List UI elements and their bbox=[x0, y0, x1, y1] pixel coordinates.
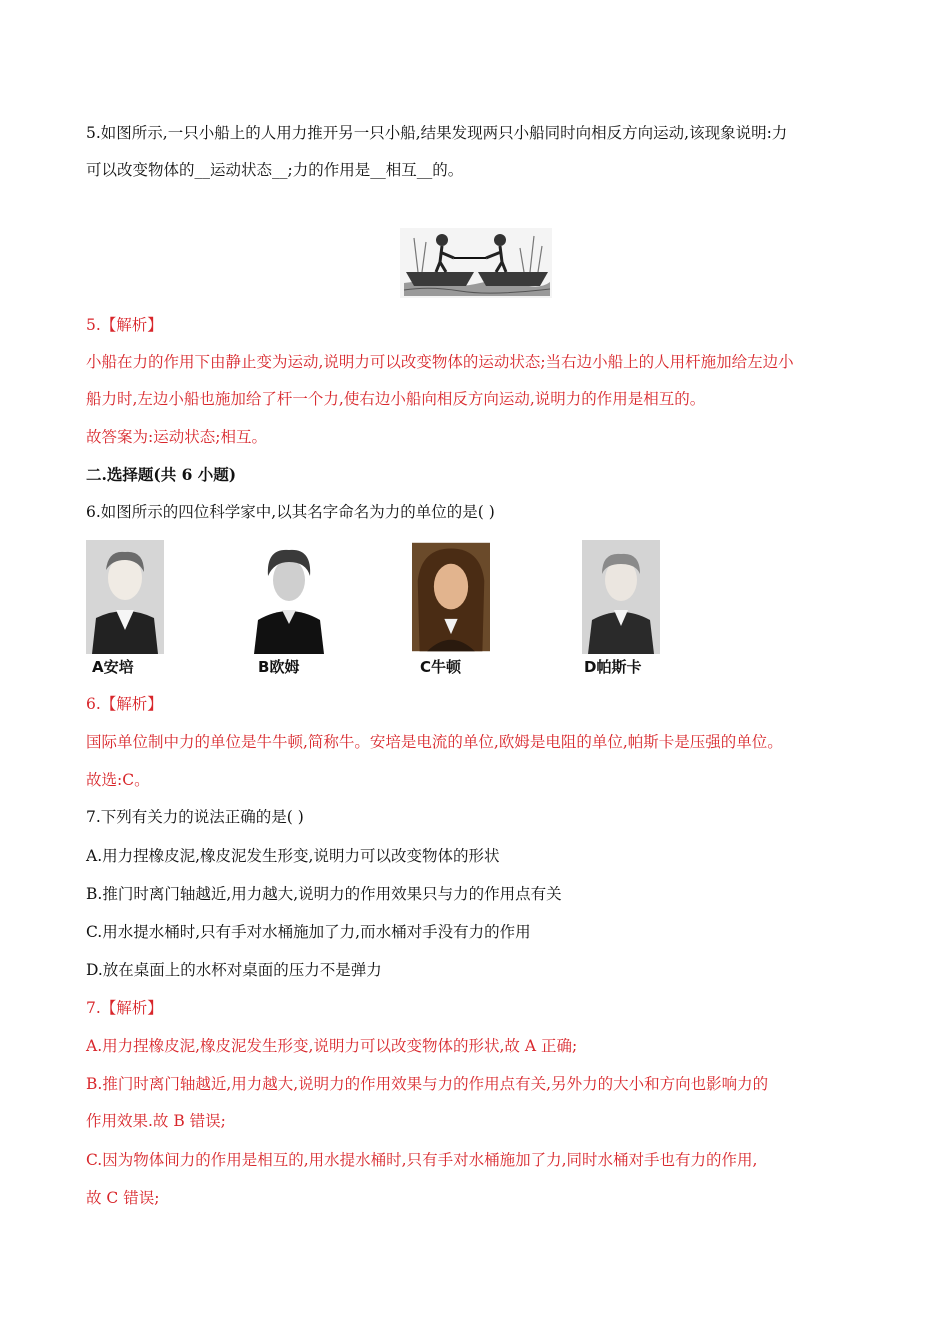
q7-analysis-a: A.用力捏橡皮泥,橡皮泥发生形变,说明力可以改变物体的形状,故 A 正确; bbox=[86, 1037, 578, 1055]
option-d-caption bbox=[584, 656, 641, 678]
q7-option-d: D.放在桌面上的水杯对桌面的压力不是弹力 bbox=[86, 961, 382, 979]
q5-question-line-2: 可以改变物体的__运动状态__;力的作用是__相互__的。 bbox=[86, 161, 464, 179]
q5-analysis-line-1: 小船在力的作用下由静止变为运动,说明力可以改变物体的运动状态;当右边小船上的人用杆施加给左边小 bbox=[86, 353, 794, 371]
q7-option-c: C.用水提水桶时,只有手对水桶施加了力,而水桶对手没有力的作用 bbox=[86, 923, 531, 941]
pascal-portrait bbox=[582, 540, 660, 654]
ampere-portrait bbox=[86, 540, 164, 654]
q7-analysis-c-line-2: 故 C 错误; bbox=[86, 1189, 160, 1207]
option-c-caption bbox=[420, 656, 461, 678]
newton-portrait bbox=[412, 540, 490, 654]
q7-analysis-title: 7.【解析】 bbox=[86, 999, 163, 1017]
option-c-letter: C bbox=[420, 658, 432, 676]
option-d-letter: D bbox=[584, 658, 597, 676]
option-a-name: 安培 bbox=[103, 658, 134, 676]
section2-title: 二.选择题(共 6 小题) bbox=[86, 465, 237, 484]
q5-question-line-1: 5.如图所示,一只小船上的人用力推开另一只小船,结果发现两只小船同时向相反方向运动,该现象说明:力 bbox=[86, 124, 788, 142]
q5-analysis-line-2: 船力时,左边小船也施加给了杆一个力,使右边小船向相反方向运动,说明力的作用是相互的。 bbox=[86, 390, 706, 408]
boats-illustration bbox=[400, 228, 552, 298]
q5-answer: 故答案为:运动状态;相互。 bbox=[86, 428, 267, 446]
option-a-letter: A bbox=[92, 658, 104, 676]
q6-analysis-title: 6.【解析】 bbox=[86, 695, 163, 713]
ohm-portrait bbox=[250, 540, 328, 654]
q7-option-a: A.用力捏橡皮泥,橡皮泥发生形变,说明力可以改变物体的形状 bbox=[86, 847, 500, 865]
q6-analysis: 国际单位制中力的单位是牛牛顿,简称牛。安培是电流的单位,欧姆是电阻的单位,帕斯卡是压强的单位。 bbox=[86, 733, 783, 751]
option-b-name: 欧姆 bbox=[269, 658, 300, 676]
option-b-letter: B bbox=[258, 658, 270, 676]
q5-analysis-title: 5.【解析】 bbox=[86, 316, 163, 334]
q6-question: 6.如图所示的四位科学家中,以其名字命名为力的单位的是( ) bbox=[86, 503, 495, 521]
q7-question: 7.下列有关力的说法正确的是( ) bbox=[86, 808, 304, 826]
option-d-name: 帕斯卡 bbox=[596, 658, 642, 676]
q7-option-b: B.推门时离门轴越近,用力越大,说明力的作用效果只与力的作用点有关 bbox=[86, 885, 562, 903]
option-c-name: 牛顿 bbox=[431, 658, 462, 676]
q7-analysis-b-line-2: 作用效果.故 B 错误; bbox=[86, 1112, 226, 1130]
q7-analysis-b-line-1: B.推门时离门轴越近,用力越大,说明力的作用效果与力的作用点有关,另外力的大小和方向也影响力的 bbox=[86, 1075, 769, 1093]
option-a-caption bbox=[92, 656, 134, 678]
option-b-caption bbox=[258, 656, 299, 678]
q7-analysis-c-line-1: C.因为物体间力的作用是相互的,用水提水桶时,只有手对水桶施加了力,同时水桶对手也有力的作用, bbox=[86, 1151, 758, 1169]
q6-answer: 故选:C。 bbox=[86, 771, 150, 789]
